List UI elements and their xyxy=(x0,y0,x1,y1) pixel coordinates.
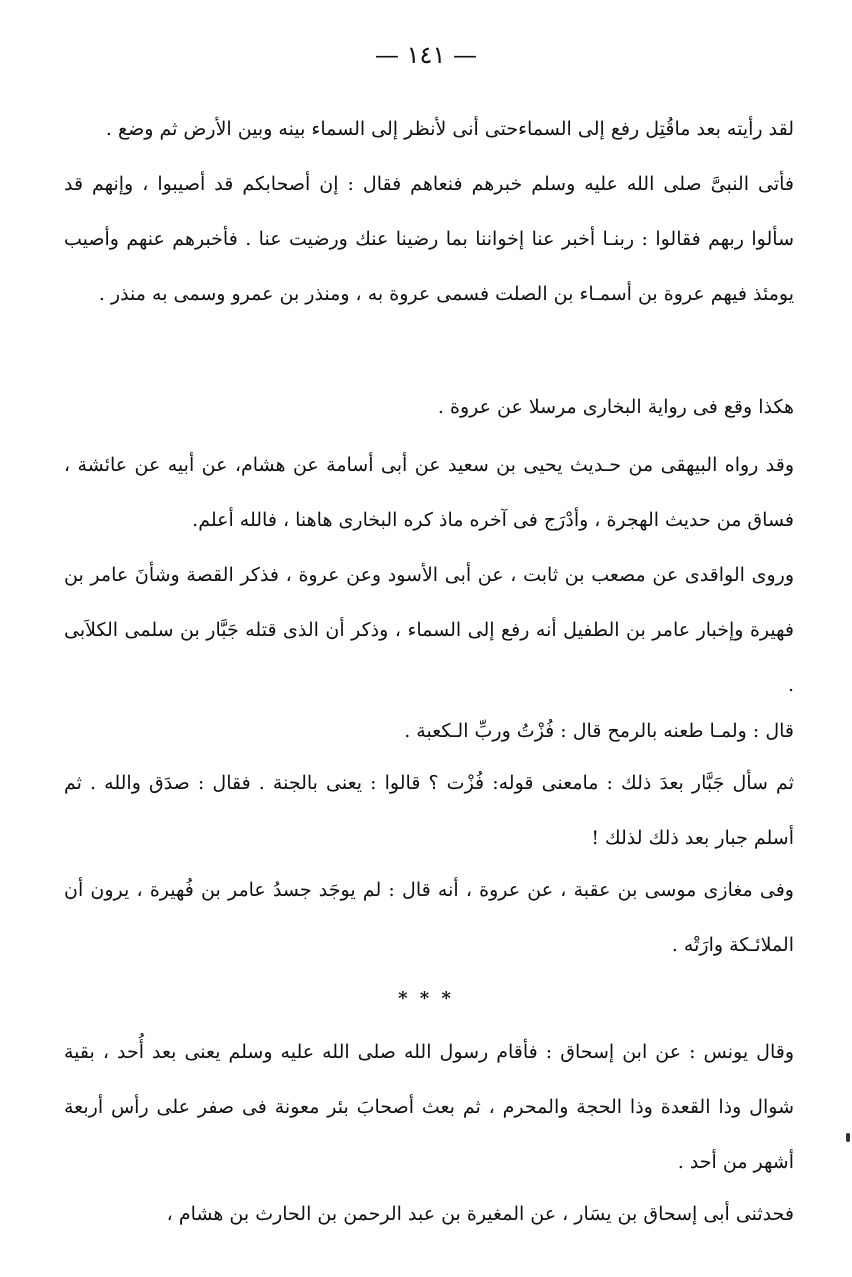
page-number: — ١٤١ — xyxy=(375,41,477,69)
paragraph-1: لقد رأيته بعد ماقُتِل رفع إلى السماءحتى أنى لأنظر إلى السماء بينه وبين الأرض ثم وضع . xyxy=(105,118,794,140)
paragraph-3: هكذا وقع فى رواية البخارى مرسلا عن عروة . xyxy=(437,396,794,418)
paragraph-5: وروى الواقدى عن مصعب بن ثابت ، عن أبى الأسود وعن عروة ، فذكر القصة وشأنَ عامر بن فهيرة وإخبار عامر بن الطفيل أنه رفع إلى السماء ، وذكر أن الذى قتله جَبَّار بن سلمى الكلاَبى . xyxy=(64,564,794,696)
paragraph-9: وقال يونس : عن ابن إسحاق : فأقام رسول الله صلى الله عليه وسلم يعنى بعد أُحد ، بقية شوال وذا القعدة وذا الحجة والمحرم ، ثم بعث أصحابَ بئر معونة فى صفر على رأس أربعة أشهر من أحد . xyxy=(64,1041,794,1173)
paragraph-10: فحدثنى أبى إسحاق بن يسَار ، عن المغيرة بن عبد الرحمن بن الحارث بن هشام ، xyxy=(166,1203,794,1225)
paragraph-2: فأتى النبىَّ صلى الله عليه وسلم خبرهم فنعاهم فقال : إن أصحابكم قد أصيبوا ، وإنهم قد سألوا ربهم فقالوا : ربنـا أخبر عنا إخواننا بما رضينا عنك ورضيت عنا . فأخبرهم عنهم وأصيب يومئذ فيهم عروة بن أسمـاء بن الصلت فسمى عروة به ، ومنذر بن عمرو وسمى به منذر . xyxy=(64,173,794,305)
paragraph-4: وقد رواه البيهقى من حـديث يحيى بن سعيد عن أبى أسامة عن هشام، عن أبيه عن عائشة ، فساق من حديث الهجرة ، وأدْرَج فى آخره ماذ كره البخارى هاهنا ، فالله أعلم. xyxy=(64,454,794,531)
paragraph-6: قال : ولمـا طعنه بالرمح قال : فُزْتُ وربِّ الـكعبة . xyxy=(404,720,794,742)
paragraph-8: وفى مغازى موسى بن عقبة ، عن عروة ، أنه قال : لم يوجَد جسدُ عامر بن فُهيرة ، يرون أن الملائـكة وارَتْه . xyxy=(64,879,794,956)
section-separator: * * * xyxy=(398,988,454,1009)
margin-mark xyxy=(846,1133,850,1142)
paragraph-7: ثم سأل جَبَّار بعدَ ذلك : مامعنى قوله: فُزْت ؟ قالوا : يعنى بالجنة . فقال : صدَق والله . ثم أسلم جبار بعد ذلك لذلك ! xyxy=(64,772,794,849)
